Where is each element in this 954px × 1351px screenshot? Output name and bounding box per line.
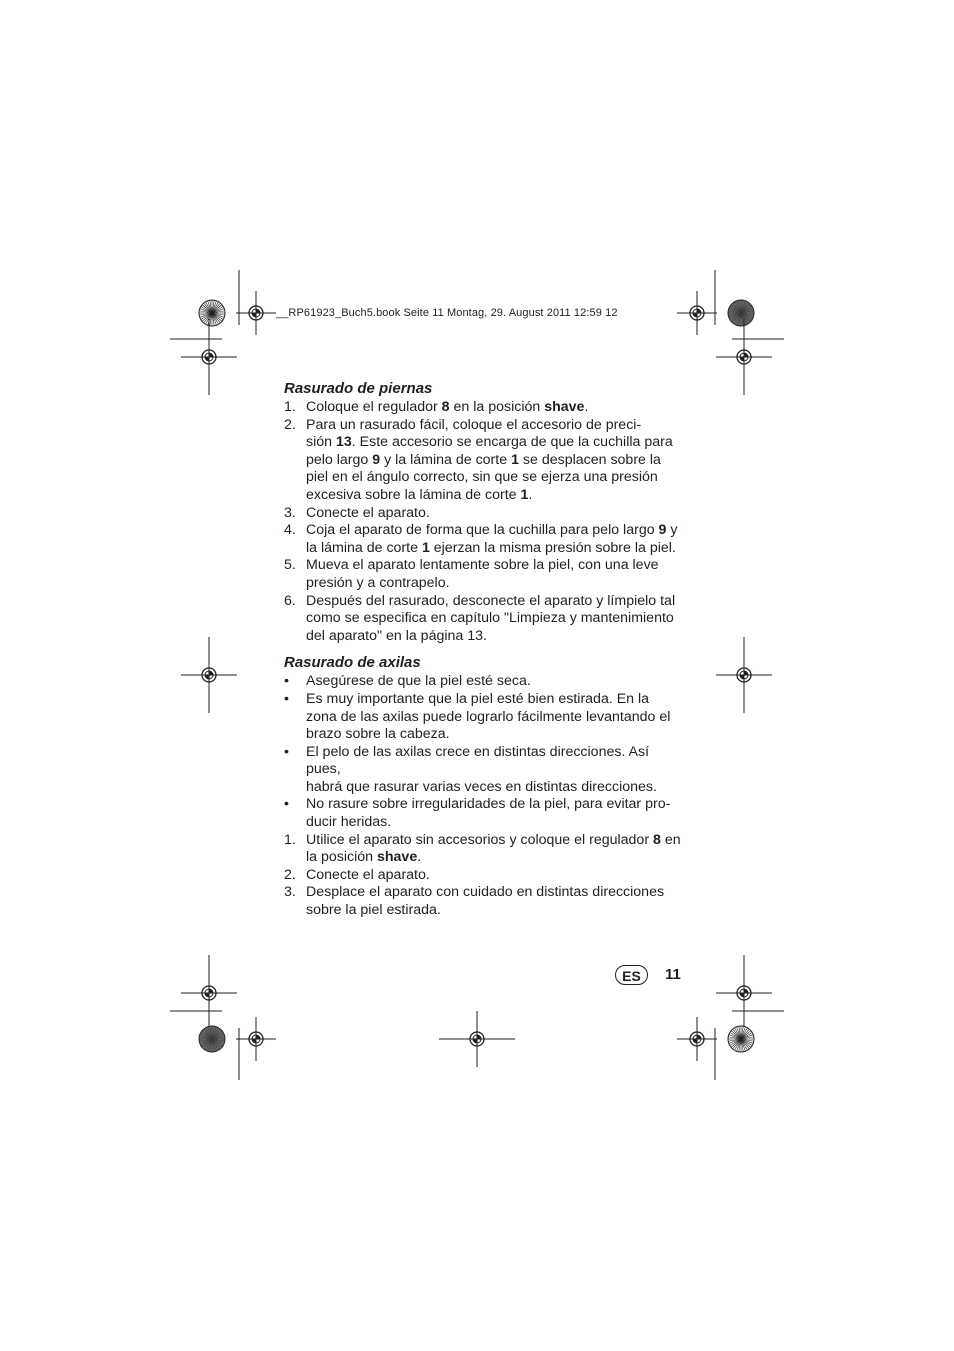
item-marker: 3.	[284, 884, 296, 901]
item-marker: 3.	[284, 504, 296, 521]
numbered-item	[284, 522, 684, 557]
item-marker: 1.	[284, 399, 296, 415]
numbered-item	[284, 884, 684, 919]
numbered-item	[284, 593, 684, 646]
item-marker: 6.	[284, 592, 296, 609]
item-marker: •	[284, 690, 289, 707]
item-marker: 2.	[284, 866, 296, 883]
numbered-item	[284, 832, 684, 867]
registration-mark-icon	[236, 1017, 276, 1061]
language-badge: ES	[615, 965, 648, 985]
item-marker: 4.	[284, 522, 296, 539]
registration-mark-icon	[236, 291, 276, 335]
item-text: El pelo de las axilas crece en distintas direcciones. Así pues, habrá que rasurar varias veces en distintas direcciones.	[306, 743, 657, 795]
page-content	[284, 379, 684, 920]
item-text: Conecte el aparato.	[306, 866, 430, 883]
axilas-list	[284, 673, 684, 919]
bullet-item	[284, 796, 684, 831]
item-marker: 5.	[284, 557, 296, 574]
item-text: Para un rasurado fácil, coloque el accesorio de preci- sión 13. Este accesorio se encarga de que la cuchilla para pelo largo 9 y la lámina de corte 1 se desplacen sobre la piel en el ángulo correcto, sin que se ejerza una presión excesiva sobre la lámina de corte 1.	[306, 416, 673, 503]
registration-mark-icon	[439, 1011, 515, 1067]
item-text: No rasure sobre irregularidades de la piel, para evitar pro- ducir heridas.	[306, 796, 671, 831]
item-text: Conecte el aparato.	[306, 504, 430, 521]
registration-mark-icon	[181, 637, 237, 713]
registration-mark-icon	[181, 319, 237, 395]
item-marker: 2.	[284, 416, 296, 433]
registration-mark-icon	[716, 637, 772, 713]
item-marker: •	[284, 673, 289, 690]
bullet-item	[284, 673, 684, 691]
numbered-item	[284, 399, 684, 417]
color-wheel-icon	[199, 300, 225, 326]
item-text: Después del rasurado, desconecte el aparato y límpielo tal como se especifica en capítulo "Limpieza y mantenimiento del aparato" en la página 13.	[306, 592, 676, 644]
registration-mark-icon	[677, 1017, 717, 1061]
item-text: Es muy importante que la piel esté bien estirada. En la zona de las axilas puede lograrlo fácilmente levantando el brazo sobre la cabeza.	[306, 690, 671, 743]
color-wheel-icon	[199, 1026, 225, 1052]
registration-mark-icon	[716, 955, 772, 1031]
numbered-item	[284, 557, 684, 592]
registration-mark-icon	[181, 955, 237, 1031]
registration-mark-icon	[716, 319, 772, 395]
piernas-list	[284, 399, 684, 645]
print-header: __RP61923_Buch5.book Seite 11 Montag, 29. August 2011 12:59 12	[276, 307, 618, 319]
numbered-item	[284, 867, 684, 885]
item-text: Coloque el regulador 8 en la posición shave.	[306, 399, 589, 415]
bullet-item	[284, 744, 684, 797]
section-heading-axilas: Rasurado de axilas	[284, 654, 421, 672]
item-marker: •	[284, 796, 289, 813]
item-marker: 1.	[284, 831, 296, 848]
numbered-item	[284, 417, 684, 505]
color-wheel-icon	[728, 1026, 754, 1052]
item-text: Desplace el aparato con cuidado en distintas direcciones sobre la piel estirada.	[306, 884, 665, 919]
page-number: 11	[665, 966, 681, 983]
numbered-item	[284, 505, 684, 523]
color-wheel-icon	[728, 300, 754, 326]
item-text: Utilice el aparato sin accesorios y coloque el regulador 8 en la posición shave.	[306, 831, 681, 866]
item-text: Coja el aparato de forma que la cuchilla para pelo largo 9 y la lámina de corte 1 ejerzan la misma presión sobre la piel.	[306, 522, 678, 556]
item-text: Mueva el aparato lentamente sobre la piel, con una leve presión y a contrapelo.	[306, 557, 659, 591]
item-text: Asegúrese de que la piel esté seca.	[306, 673, 531, 690]
bullet-item	[284, 691, 684, 744]
registration-mark-icon	[677, 291, 717, 335]
item-marker: •	[284, 743, 289, 760]
section-heading-piernas: Rasurado de piernas	[284, 380, 433, 397]
